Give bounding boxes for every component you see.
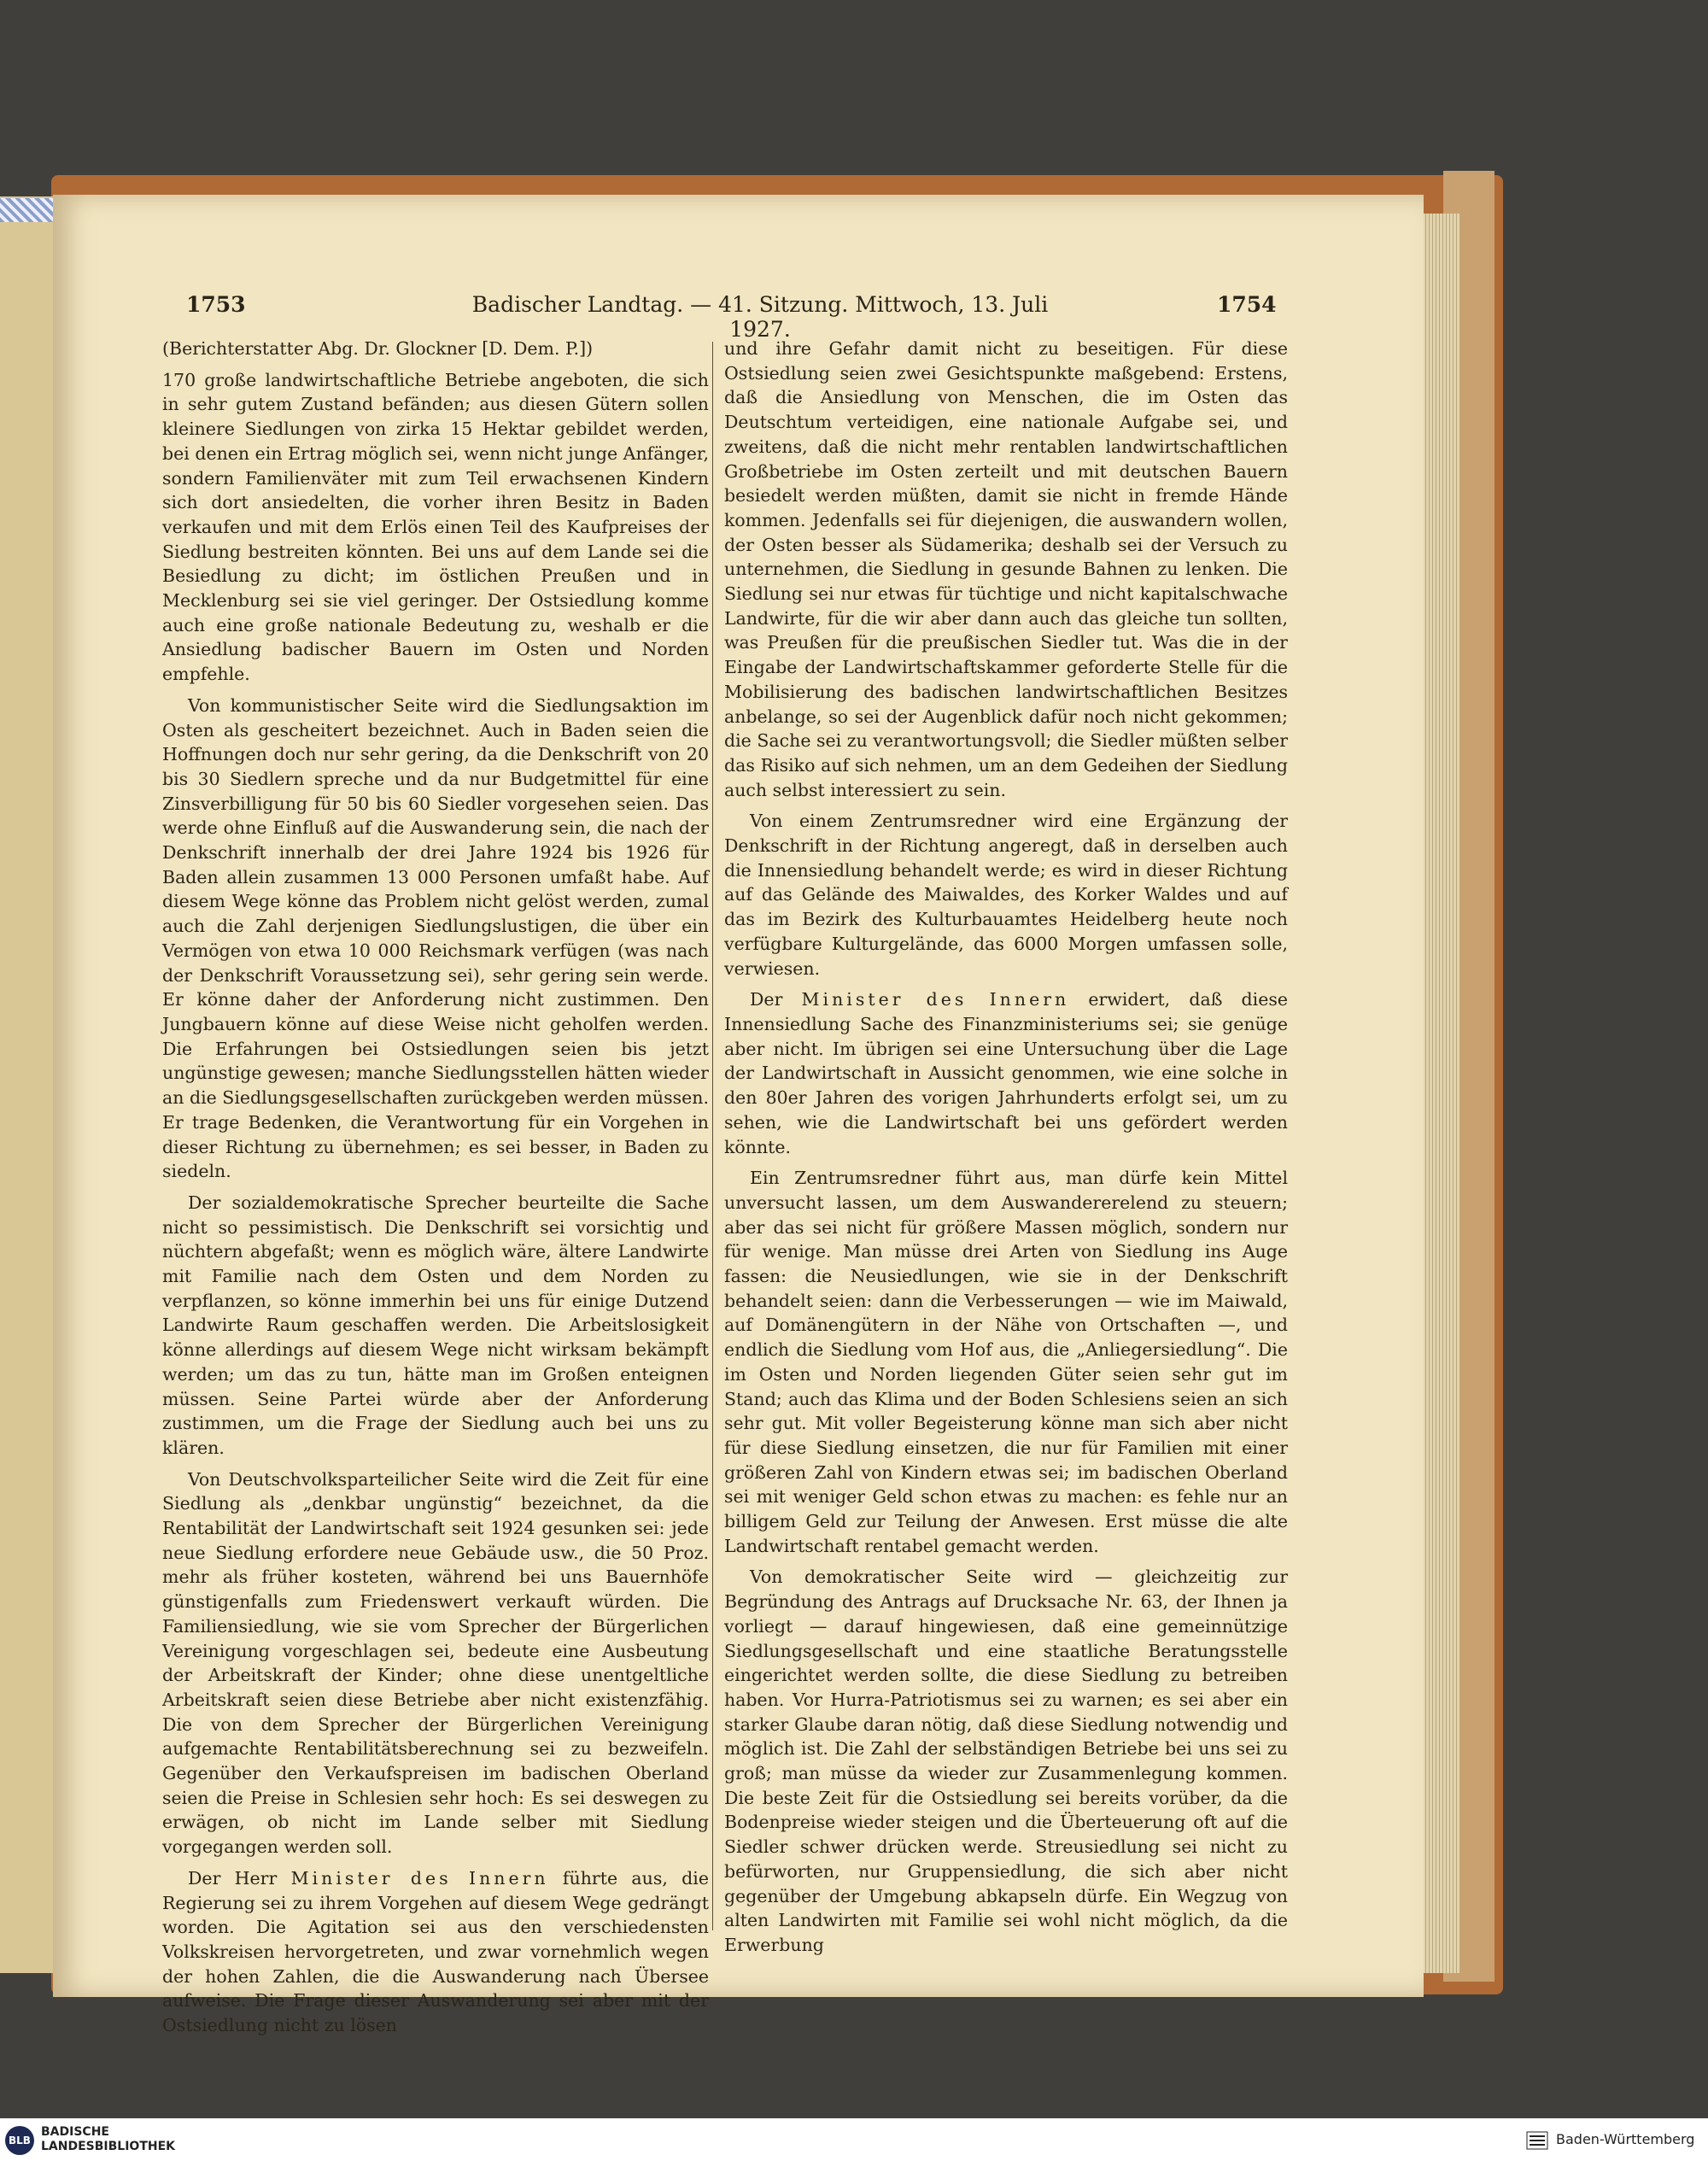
paragraph	[724, 987, 1288, 1159]
column-divider	[712, 342, 713, 1930]
speaker-line: (Berichterstatter Abg. Dr. Glockner [D. Dem. P.])	[162, 338, 594, 359]
left-page-edge	[0, 196, 60, 1973]
paragraph: Von demokratischer Seite wird — gleichzeitig zur Begründung des Antrags auf Drucksache Nr. 63, der Ihnen ja vorliegt — darauf hingewiesen, daß eine gemeinnützige Siedlungsgesellschaft und eine staatliche Beratungsstelle eingerichtet werden sollte, die diese Siedlung zu betreiben haben. Vor Hurra-Patriotismus sei zu warnen; es sei aber ein starker Glaube daran nötig, daß diese Siedlung notwendig und möglich ist. Die Zahl der selbständigen Betriebe bei uns sei zu groß; man müsse da wieder zur Zusammenlegung kommen. Die beste Zeit für die Ostsiedlung sei bereits vorüber, da die Bodenpreise wieder steigen und die Überteuerung oft auf die Siedler schwer drücken werde. Streusiedlung sei nicht zu befürworten, nur Gruppensiedlung, die sich aber nicht gegenüber der Umgebung abkapseln dürfe. Ein Wegzug von alten Landwirten mit Familie sei wohl nicht möglich, da die Erwerbung	[724, 1567, 1288, 1955]
paragraph: Von einem Zentrumsredner wird eine Ergänzung der Denkschrift in der Richtung angeregt, daß in derselben auch die Innensiedlung behandelt werde; es wird in dieser Richtung auf das Gelände des Maiwaldes, des Korker Waldes und auf das im Bezirk des Kulturbauamtes Heidelberg heute noch verfügbare Kulturgelände, das 6000 Morgen umfassen solle, verwiesen.	[724, 811, 1288, 979]
blb-logo-icon[interactable]: BLB	[5, 2126, 34, 2155]
spaced-speaker: Minister des Innern	[290, 1867, 549, 1889]
text-run: erwidert, daß diese Innensiedlung Sache des Finanzministeriums sei; sie genüge aber nicht. Im übrigen sei eine Untersuchung über die Lage der Landwirtschaft in Aussicht genommen, wie eine solche in den 80er Jahren des vorigen Jahrhunderts erfolgt sei, um zu sehen, wie die Landwirtschaft bei uns gefördert werden könnte.	[724, 989, 1288, 1157]
text-run: Der Herr	[188, 1867, 291, 1889]
paragraph: Von kommunistischer Seite wird die Siedlungsaktion im Osten als gescheitert bezeichnet. Auch in Baden seien die Hoffnungen doch nur sehr gering, da die Denkschrift von 20 bis 30 Siedlern spreche und da nur Budgetmittel für eine Zinsverbilligung für 50 bis 60 Siedler vorgesehen seien. Das werde ohne Einfluß auf die Auswanderung sein, die nach der Denkschrift innerhalb der drei Jahre 1924 bis 1926 für Baden allein zusammen 13 000 Personen umfaßt habe. Auf diesem Wege könne das Problem nicht gelöst werden, zumal auch die Zahl derjenigen Siedlungslustigen, die über ein Vermögen von etwa 10 000 Reichsmark verfügen (was nach der Denkschrift Voraussetzung sei), sehr gering sein werde. Er könne daher der Anforderung nicht zustimmen. Den Jungbauern könne auf diese Weise nicht geholfen werden. Die Erfahrungen bei Ostsiedlungen seien bis jetzt ungünstige gewesen; manche Siedlungsstellen hätten wieder an die Siedlungsgesellschaften zurückgeben werden müssen. Er trage Bedenken, die Verantwortung für ein Vorgehen in dieser Richtung zu übernehmen; es sei besser, in Baden zu siedeln.	[162, 694, 709, 1182]
paragraph: Der sozialdemokratische Sprecher beurteilte die Sache nicht so pessimistisch. Die Denkschrift sei vorsichtig und nüchtern abgefaßt; wenn es möglich wäre, ältere Landwirte mit Familie nach dem Osten und dem Norden zu verpflanzen, so könne immerhin bei uns für einige Dutzend Landwirte Raum geschaffen werden. Die Arbeitslosigkeit könne allerdings auf diesem Wege nicht wirksam bekämpft werden; um das zu tun, hätte man im Großen enteignen müssen. Seine Partei würde aber der Anforderung zustimmen, um die Frage der Siedlung auch bei uns zu klären.	[162, 1192, 709, 1458]
spaced-speaker: Minister des Innern	[801, 989, 1070, 1010]
state-name: Baden-Württemberg	[1556, 2131, 1695, 2147]
paragraph: 170 große landwirtschaftliche Betriebe angeboten, die sich in sehr gutem Zustand befänden; aus diesen Gütern sollen kleinere Siedlungen von zirka 15 Hektar gebildet werden, bei denen ein Ertrag möglich sei, wenn nicht junge Anfänger, sondern Familienväter mit zum Teil erwachsenen Kindern sich dort ansiedelten, die vorher ihren Besitz in Baden verkaufen und mit dem Erlös einen Teil des Kaufpreises der Siedlung bestreiten könnten. Bei uns auf dem Lande sei die Besiedlung zu dicht; im östlichen Preußen und in Mecklenburg sei sie viel geringer. Der Ostsiedlung komme auch eine große nationale Bedeutung zu, weshalb er die Ansiedlung badischer Bauern im Osten und Norden empfehle.	[162, 369, 709, 685]
paragraph	[162, 1866, 709, 2038]
state-lions-icon	[1526, 2130, 1548, 2151]
page-number-left: 1753	[186, 292, 246, 317]
running-title: Badischer Landtag. — 41. Sitzung. Mittwoch, 13. Juli 1927.	[471, 292, 1049, 342]
text-column-left	[162, 337, 709, 2038]
paragraph: Ein Zentrumsredner führt aus, man dürfe kein Mittel unversucht lassen, um dem Auswandererelend zu steuern; aber das sei nicht für größere Massen möglich, sondern nur für wenige. Man müsse drei Arten von Siedlung ins Auge fassen: die Neusiedlungen, wie sie in der Denkschrift behandelt seien: dann die Verbesserungen — wie im Maiwald, auf Domänengütern in der Nähe von Ortschaften —, und endlich die Siedlung vom Hof aus, die „Anliegersiedlung“. Die im Osten und Norden liegenden Güter seien sehr gut im Stand; auch das Klima und der Boden Schlesiens seien an sich sehr gut. Mit voller Begeisterung könne man sich aber nicht für diese Siedlung einsetzen, die nur für Familien mit einer größeren Zahl von Kindern etwas sei; im badischen Oberland sei mit weniger Geld schon etwas zu machen: es fehle nur an billigem Geld zur Teilung der Anwesen. Erst müsse die alte Landwirtschaft rentabel gemacht werden.	[724, 1168, 1288, 1556]
text-run: führte aus, die Regierung sei zu ihrem Vorgehen auf diesem Wege gedrängt worden. Die Agitation sei aus den verschiedensten Volkskreisen hervorgetreten, und zwar vornehmlich wegen der hohen Zahlen, die die Auswanderung nach Übersee aufweise. Die Frage dieser Auswanderung sei aber mit der Ostsiedlung nicht zu lösen	[162, 1867, 709, 2036]
library-name: BADISCHE LANDESBIBLIOTHEK	[41, 2125, 176, 2153]
text-run: Der	[750, 989, 802, 1010]
paragraph: Von Deutschvolksparteilicher Seite wird die Zeit für eine Siedlung als „denkbar ungünstig“ bezeichnet, da die Rentabilität der Landwirtschaft seit 1924 gesunken sei: jede neue Siedlung erfordere neue Gebäude usw., die 50 Proz. mehr als früher kosteten, während bei uns Bauernhöfe günstigenfalls zum Friedenswert verkauft würden. Die Familiensiedlung, wie sie vom Sprecher der Bürgerlichen Vereinigung vorgeschlagen sei, bedeute eine Ausbeutung der Arbeitskraft der Kinder; ohne diese unentgeltliche Arbeitskraft seien diese Betriebe aber nicht existenzfähig. Die von dem Sprecher der Bürgerlichen Vereinigung aufgemachte Rentabilitätsberechnung sei zu bezweifeln. Gegenüber den Verkaufspreisen im badischen Oberland seien die Preise in Schlesien sehr hoch: Es sei deswegen zu erwägen, ob nicht im Lande selber mit Siedlung vorgegangen werden soll.	[162, 1468, 709, 1858]
text-column-right	[724, 337, 1288, 1958]
page-number-right: 1754	[1217, 292, 1277, 317]
paragraph: und ihre Gefahr damit nicht zu beseitigen. Für diese Ostsiedlung seien zwei Gesichtspunkte maßgebend: Erstens, daß die Ansiedlung von Menschen, die im Osten das Deutschtum verteidigen, eine nationale Aufgabe sei, und zweitens, daß die nicht mehr rentablen landwirtschaftlichen Großbetriebe im Osten zerteilt und mit deutschen Bauern besiedelt werden müßten, damit sie nicht in fremde Hände kommen. Jedenfalls sei für diejenigen, die auswandern wollen, der Osten besser als Südamerika; deshalb sei der Versuch zu unternehmen, die Siedlung in gesunde Bahnen zu lenken. Die Siedlung sei nur etwas für tüchtige und nicht kapitalschwache Landwirte, für die wir aber dann auch das gleiche tun sollten, was Preußen für die preußischen Siedler tut. Was die in der Eingabe der Landwirtschaftskammer geforderte Stelle für die Mobilisierung des badischen landwirtschaftlichen Besitzes anbelange, so sei der Augenblick dafür noch nicht gekommen; die Sache sei zu verantwortungsvoll; die Siedler müßten selber das Risiko auf sich nehmen, um an dem Gedeihen der Siedlung auch selbst interessiert zu sein.	[724, 338, 1288, 800]
footer-bar	[0, 2118, 1708, 2161]
